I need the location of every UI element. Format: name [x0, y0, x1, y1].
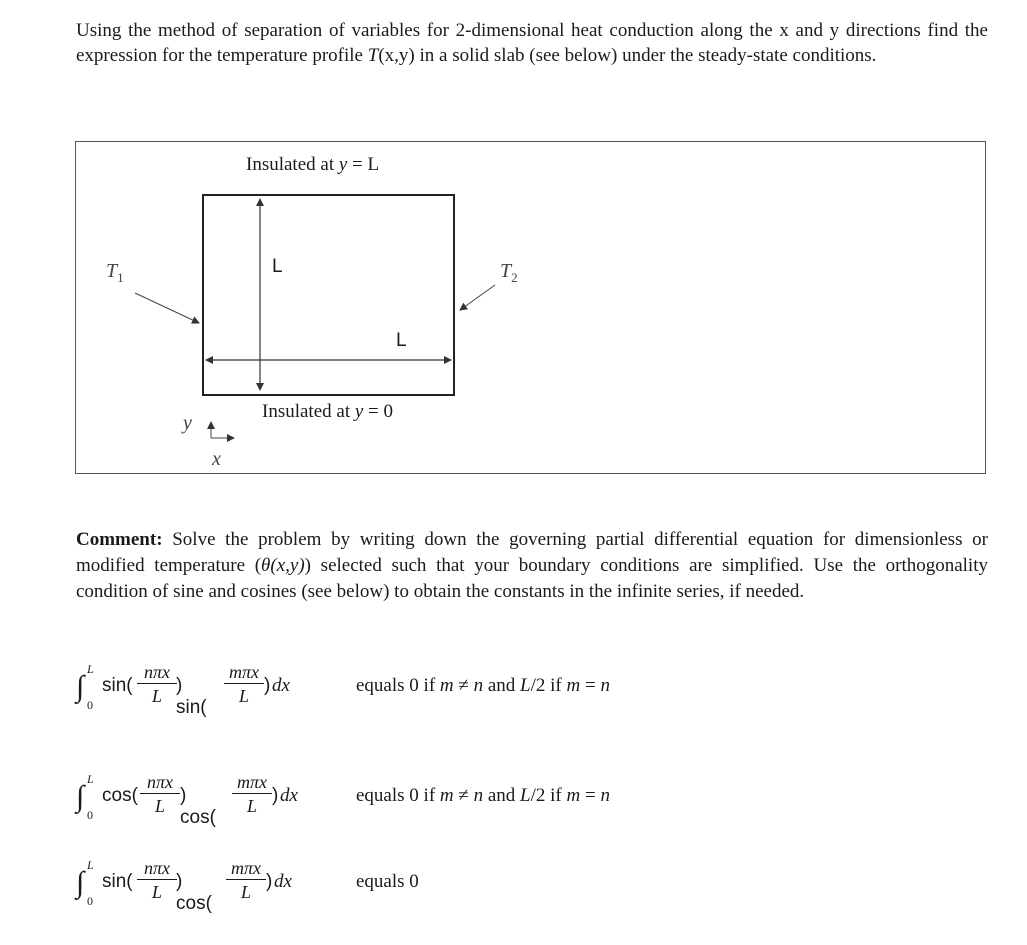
bottom-boundary-label: Insulated at y = 0 — [262, 401, 394, 422]
problem-statement — [76, 19, 988, 68]
orthogonality-condition: equals 0 — [356, 871, 419, 892]
top-boundary-label: Insulated at y = L — [246, 154, 380, 175]
integral-sign: ∫ — [76, 670, 85, 703]
figure-frame — [75, 141, 986, 474]
slab-diagram — [76, 142, 987, 475]
fraction-n: nπx L — [140, 772, 180, 817]
fraction-m: mπx L — [224, 662, 264, 707]
fraction-n: nπx L — [137, 662, 177, 707]
theta-symbol: θ(x,y) — [261, 555, 305, 576]
orthogonality-equation-cos-cos: ∫ L 0 cos( nπx L ) cos( mπx L ) dx equals 0 if m ≠ n and L/2 if m = n — [76, 772, 610, 828]
comment-label: Comment: — [76, 529, 163, 550]
integral-sign: ∫ — [76, 780, 85, 813]
left-temperature-label: $T_1$ — [106, 260, 124, 285]
problem-text-after: (x,y) in a solid slab (see below) under the steady-state conditions. — [378, 44, 877, 66]
orthogonality-condition: equals 0 if m ≠ n and L/2 if m = n — [356, 785, 610, 806]
integral-sign: ∫ — [76, 866, 85, 899]
horizontal-dimension-label: L — [396, 330, 407, 351]
vertical-dimension-label: L — [272, 256, 283, 277]
fraction-n: nπx L — [137, 858, 177, 903]
y-axis-label: y — [183, 412, 192, 434]
orthogonality-equation-sin-sin: ∫ L 0 sin( nπx L ) sin( mπx L ) dx equals 0 if m ≠ n and L/2 if m = n — [76, 662, 610, 718]
fraction-m: mπx L — [226, 858, 266, 903]
left-temperature-pointer — [135, 293, 199, 323]
orthogonality-condition: equals 0 if m ≠ n and L/2 if m = n — [356, 675, 610, 696]
right-temperature-pointer — [460, 285, 495, 310]
comment-paragraph: Comment: Solve the problem by writing down the governing partial differential equation for dimensionless or modified temperature (θ(x,y)) selected such that your boundary conditions are simplified. Use the orthogonality condition of sine and cosines (see below) to obtain the constants in the infinite series, if needed. — [76, 529, 988, 602]
slab-rectangle — [203, 195, 454, 395]
x-axis-label: x — [212, 448, 221, 470]
orthogonality-equation-sin-cos: ∫ L 0 sin( nπx L ) cos( mπx L ) dx equals 0 — [76, 858, 419, 914]
fraction-m: mπx L — [232, 772, 272, 817]
problem-text-before: Using the method of separation of variables for 2-dimensional heat conduction along the x and y directions find the expression for the temperature profile — [76, 20, 988, 66]
temperature-symbol: T — [367, 44, 379, 66]
right-temperature-label: $T_2$ — [500, 260, 518, 285]
